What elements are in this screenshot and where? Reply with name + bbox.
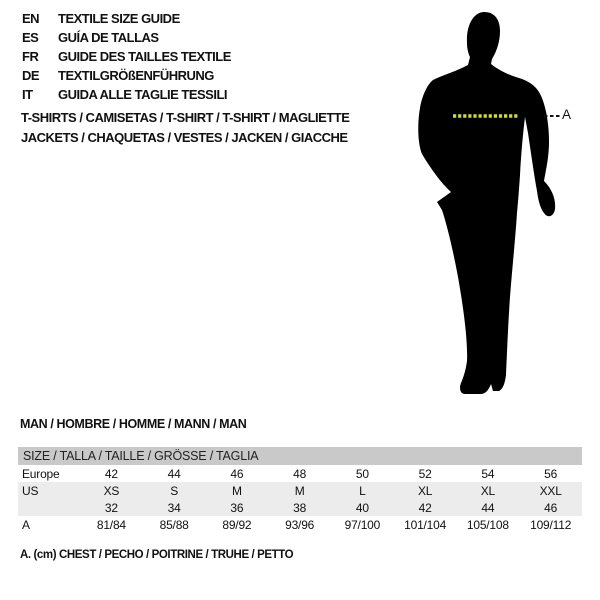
size-value: M (206, 482, 269, 499)
size-value: 44 (457, 499, 520, 516)
size-value: 38 (268, 499, 331, 516)
row-label: US (18, 482, 80, 499)
size-value: 89/92 (206, 516, 269, 533)
language-title: GUIDE DES TAILLES TEXTILE (58, 49, 231, 64)
language-title: GUIDA ALLE TAGLIE TESSILI (58, 87, 228, 102)
size-table (18, 447, 582, 533)
row-label: A (18, 516, 80, 533)
size-value: XL (394, 482, 457, 499)
language-row (22, 9, 231, 28)
language-code-label: FR (22, 49, 39, 64)
size-value: 34 (143, 499, 206, 516)
section-title-man: MAN / HOMBRE / HOMME / MANN / MAN (20, 417, 247, 431)
language-code-label: EN (22, 11, 40, 26)
language-row (22, 85, 231, 104)
language-title: TEXTILE SIZE GUIDE (58, 11, 180, 26)
size-value: 93/96 (268, 516, 331, 533)
size-value: XXL (519, 482, 582, 499)
language-list (22, 9, 231, 104)
man-silhouette-shape (418, 12, 555, 394)
size-table-header-row (18, 447, 582, 465)
size-value: 42 (80, 465, 143, 482)
size-value: 105/108 (457, 516, 520, 533)
man-silhouette (405, 5, 595, 405)
language-row (22, 66, 231, 85)
language-code-label: DE (22, 68, 40, 83)
language-code-label: ES (22, 30, 39, 45)
measurement-footnote: A. (cm) CHEST / PECHO / POITRINE / TRUHE / PETTO (20, 549, 294, 561)
size-value: 56 (519, 465, 582, 482)
size-value: 50 (331, 465, 394, 482)
size-table-container (18, 447, 582, 533)
size-value: 81/84 (80, 516, 143, 533)
language-code-label: IT (22, 87, 33, 102)
table-row-europe (18, 465, 582, 482)
language-title: TEXTILGRÖßENFÜHRUNG (58, 68, 214, 83)
size-value: 101/104 (394, 516, 457, 533)
size-value: 48 (268, 465, 331, 482)
row-label (18, 499, 80, 516)
language-row (22, 28, 231, 47)
size-value: 32 (80, 499, 143, 516)
size-value: M (268, 482, 331, 499)
garment-categories (21, 110, 349, 150)
table-row-chest-a (18, 516, 582, 533)
size-value: XL (457, 482, 520, 499)
language-title: GUÍA DE TALLAS (58, 30, 159, 45)
measure-label-a: A (562, 107, 571, 122)
size-value: 46 (519, 499, 582, 516)
size-value: 85/88 (143, 516, 206, 533)
row-label: Europe (18, 465, 80, 482)
size-value: 109/112 (519, 516, 582, 533)
size-value: 46 (206, 465, 269, 482)
size-value: 36 (206, 499, 269, 516)
category-jackets-line: JACKETS / CHAQUETAS / VESTES / JACKEN / GIACCHE (21, 130, 348, 145)
size-value: 44 (143, 465, 206, 482)
size-value: 42 (394, 499, 457, 516)
category-tshirts-line: T-SHIRTS / CAMISETAS / T-SHIRT / T-SHIRT / MAGLIETTE (21, 110, 350, 125)
table-row-us (18, 482, 582, 499)
size-value: 52 (394, 465, 457, 482)
size-value: 54 (457, 465, 520, 482)
size-value: L (331, 482, 394, 499)
table-row-numeric (18, 499, 582, 516)
language-row (22, 47, 231, 66)
size-table-header: SIZE / TALLA / TAILLE / GRÖSSE / TAGLIA (18, 447, 582, 465)
size-value: 97/100 (331, 516, 394, 533)
size-value: XS (80, 482, 143, 499)
man-silhouette-figure (405, 5, 595, 405)
size-value: 40 (331, 499, 394, 516)
size-value: S (143, 482, 206, 499)
